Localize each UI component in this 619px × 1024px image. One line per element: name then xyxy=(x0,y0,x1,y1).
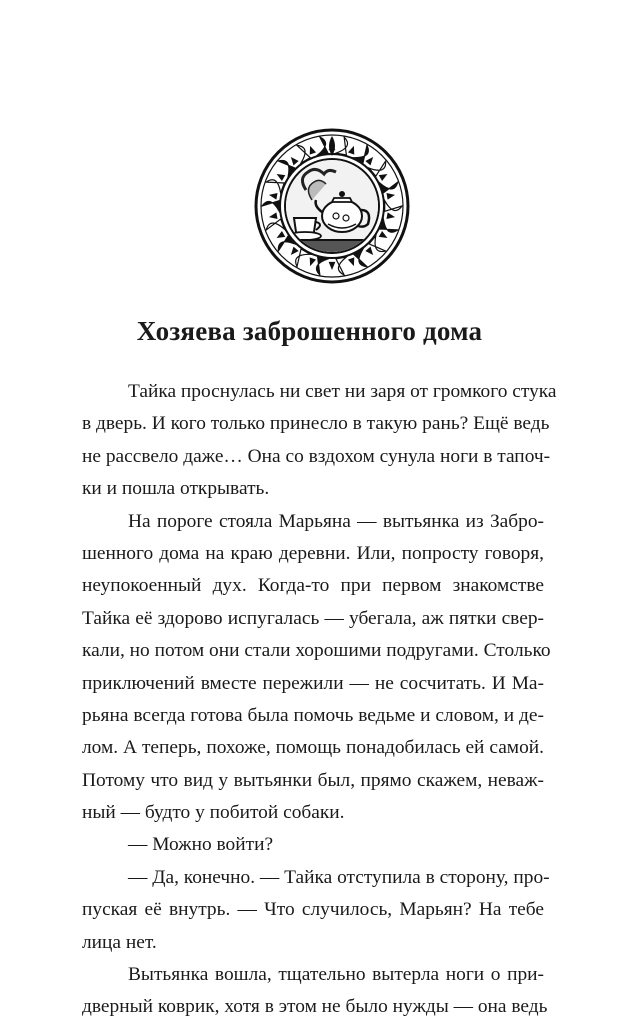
text-line: дверный коврик, хотя в этом не было нужды — она ведь xyxy=(82,996,548,1018)
text-line: шенного дома на краю деревни. Или, попросту говоря, xyxy=(82,542,544,564)
text-line: пуская её внутрь. — Что случилось, Марьян? На тебе xyxy=(82,899,544,921)
text-line: не рассвело даже… Она со вздохом сунула ноги в тапоч- xyxy=(82,445,551,467)
chapter-body-text xyxy=(82,376,557,1024)
text-line: Тайка проснулась ни свет ни заря от громкого стука xyxy=(128,381,557,402)
text-line: кали, но потом они стали хорошими подругами. Столько xyxy=(82,640,551,662)
text-line: в дверь. И кого только принесло в такую рань? Ещё ведь xyxy=(82,413,550,435)
text-line: На пороге стояла Марьяна — вытьянка из Забро- xyxy=(128,510,544,532)
text-line: Тайка её здорово испугалась — убегала, аж пятки свер- xyxy=(82,607,544,629)
text-line: неупокоенный дух. Когда-то при первом знакомстве xyxy=(82,575,544,597)
text-line: Потому что вид у вытьянки был, прямо скажем, неваж- xyxy=(82,769,544,791)
text-line: Вытьянка вошла, тщательно вытерла ноги о при- xyxy=(128,964,544,986)
teapot-sun-emblem-icon xyxy=(254,128,410,284)
chapter-title: Хозяева заброшенного дома xyxy=(136,316,483,346)
text-line: ный — будто у побитой собаки. xyxy=(82,802,345,824)
text-line: — Да, конечно. — Тайка отступила в сторону, про- xyxy=(128,866,550,888)
text-line: рьяна всегда готова была помочь ведьме и словом, и де- xyxy=(82,704,544,726)
text-line: лица нет. xyxy=(82,931,157,953)
text-line: лом. А теперь, похоже, помощь понадобилась ей самой. xyxy=(82,737,544,759)
text-line: ки и пошла открывать. xyxy=(82,478,270,500)
text-line: — Можно войти? xyxy=(128,834,274,856)
text-line: приключений вместе пережили — не сосчитать. И Ма- xyxy=(82,672,544,694)
